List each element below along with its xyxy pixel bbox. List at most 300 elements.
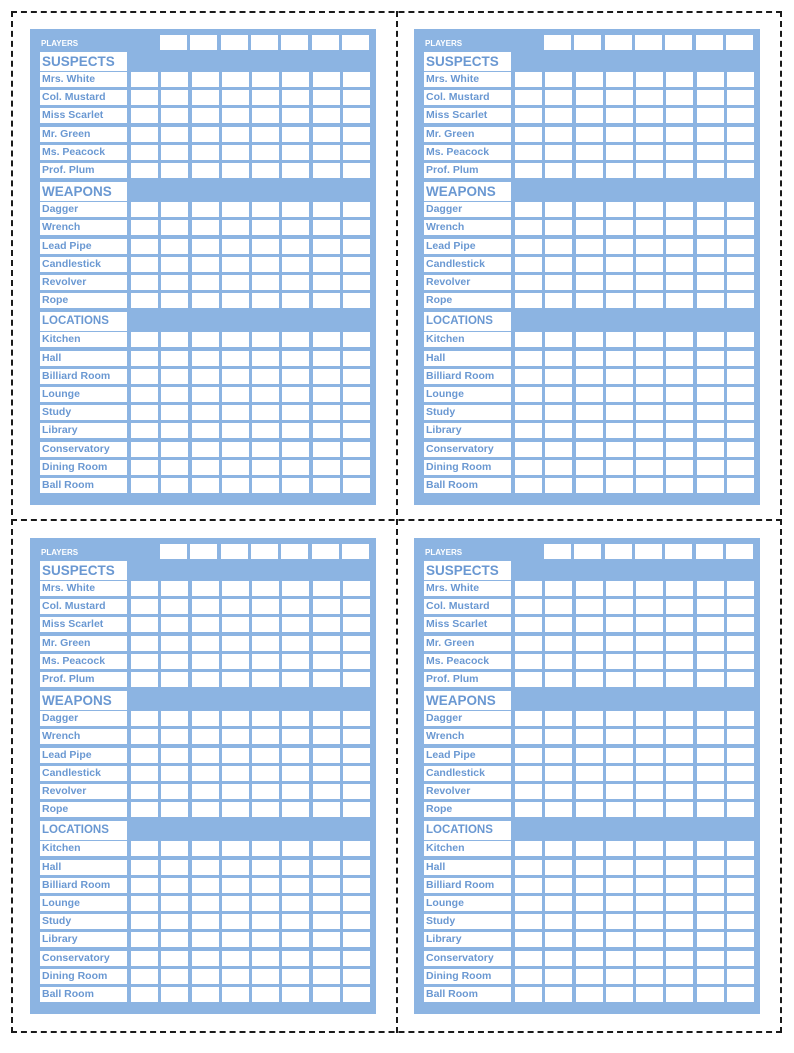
mark-cell[interactable] bbox=[252, 784, 279, 799]
mark-cell[interactable] bbox=[606, 802, 633, 817]
mark-cell[interactable] bbox=[252, 351, 279, 366]
mark-cell[interactable] bbox=[545, 711, 572, 726]
mark-cell[interactable] bbox=[222, 951, 249, 966]
mark-cell[interactable] bbox=[697, 766, 724, 781]
mark-cell[interactable] bbox=[515, 987, 542, 1002]
mark-cell[interactable] bbox=[222, 202, 249, 217]
mark-cell[interactable] bbox=[606, 220, 633, 235]
mark-cell[interactable] bbox=[636, 748, 663, 763]
mark-cell[interactable] bbox=[131, 766, 158, 781]
mark-cell[interactable] bbox=[545, 387, 572, 402]
mark-cell[interactable] bbox=[576, 163, 603, 178]
mark-cell[interactable] bbox=[252, 896, 279, 911]
mark-cell[interactable] bbox=[313, 766, 340, 781]
mark-cell[interactable] bbox=[313, 896, 340, 911]
mark-cell[interactable] bbox=[343, 478, 370, 493]
mark-cell[interactable] bbox=[131, 969, 158, 984]
mark-cell[interactable] bbox=[252, 387, 279, 402]
mark-cell[interactable] bbox=[161, 729, 188, 744]
mark-cell[interactable] bbox=[697, 672, 724, 687]
mark-cell[interactable] bbox=[313, 478, 340, 493]
mark-cell[interactable] bbox=[161, 987, 188, 1002]
mark-cell[interactable] bbox=[727, 748, 754, 763]
mark-cell[interactable] bbox=[515, 878, 542, 893]
mark-cell[interactable] bbox=[222, 896, 249, 911]
mark-cell[interactable] bbox=[576, 878, 603, 893]
mark-cell[interactable] bbox=[313, 275, 340, 290]
mark-cell[interactable] bbox=[545, 748, 572, 763]
mark-cell[interactable] bbox=[343, 127, 370, 142]
mark-cell[interactable] bbox=[576, 460, 603, 475]
mark-cell[interactable] bbox=[606, 423, 633, 438]
mark-cell[interactable] bbox=[666, 239, 693, 254]
mark-cell[interactable] bbox=[666, 636, 693, 651]
mark-cell[interactable] bbox=[697, 293, 724, 308]
mark-cell[interactable] bbox=[313, 127, 340, 142]
mark-cell[interactable] bbox=[252, 108, 279, 123]
mark-cell[interactable] bbox=[727, 387, 754, 402]
mark-cell[interactable] bbox=[697, 351, 724, 366]
mark-cell[interactable] bbox=[606, 860, 633, 875]
mark-cell[interactable] bbox=[727, 145, 754, 160]
mark-cell[interactable] bbox=[343, 163, 370, 178]
mark-cell[interactable] bbox=[343, 332, 370, 347]
mark-cell[interactable] bbox=[131, 423, 158, 438]
player-name-cell[interactable] bbox=[574, 35, 601, 50]
mark-cell[interactable] bbox=[222, 932, 249, 947]
mark-cell[interactable] bbox=[636, 108, 663, 123]
mark-cell[interactable] bbox=[252, 72, 279, 87]
mark-cell[interactable] bbox=[161, 748, 188, 763]
mark-cell[interactable] bbox=[343, 351, 370, 366]
mark-cell[interactable] bbox=[727, 672, 754, 687]
mark-cell[interactable] bbox=[192, 127, 219, 142]
mark-cell[interactable] bbox=[313, 748, 340, 763]
mark-cell[interactable] bbox=[545, 405, 572, 420]
mark-cell[interactable] bbox=[666, 257, 693, 272]
mark-cell[interactable] bbox=[697, 802, 724, 817]
mark-cell[interactable] bbox=[697, 275, 724, 290]
mark-cell[interactable] bbox=[666, 766, 693, 781]
mark-cell[interactable] bbox=[515, 951, 542, 966]
mark-cell[interactable] bbox=[222, 423, 249, 438]
player-name-cell[interactable] bbox=[312, 544, 339, 559]
mark-cell[interactable] bbox=[636, 332, 663, 347]
mark-cell[interactable] bbox=[343, 581, 370, 596]
mark-cell[interactable] bbox=[252, 460, 279, 475]
mark-cell[interactable] bbox=[252, 220, 279, 235]
mark-cell[interactable] bbox=[282, 617, 309, 632]
mark-cell[interactable] bbox=[636, 387, 663, 402]
mark-cell[interactable] bbox=[606, 932, 633, 947]
mark-cell[interactable] bbox=[576, 257, 603, 272]
mark-cell[interactable] bbox=[131, 860, 158, 875]
mark-cell[interactable] bbox=[576, 711, 603, 726]
mark-cell[interactable] bbox=[282, 636, 309, 651]
mark-cell[interactable] bbox=[313, 460, 340, 475]
mark-cell[interactable] bbox=[666, 387, 693, 402]
mark-cell[interactable] bbox=[545, 423, 572, 438]
player-name-cell[interactable] bbox=[281, 544, 308, 559]
mark-cell[interactable] bbox=[222, 969, 249, 984]
mark-cell[interactable] bbox=[545, 442, 572, 457]
mark-cell[interactable] bbox=[545, 896, 572, 911]
mark-cell[interactable] bbox=[515, 617, 542, 632]
mark-cell[interactable] bbox=[313, 932, 340, 947]
mark-cell[interactable] bbox=[515, 332, 542, 347]
mark-cell[interactable] bbox=[727, 599, 754, 614]
mark-cell[interactable] bbox=[666, 860, 693, 875]
mark-cell[interactable] bbox=[222, 711, 249, 726]
mark-cell[interactable] bbox=[192, 351, 219, 366]
mark-cell[interactable] bbox=[697, 460, 724, 475]
player-name-cell[interactable] bbox=[726, 35, 753, 50]
mark-cell[interactable] bbox=[727, 108, 754, 123]
mark-cell[interactable] bbox=[222, 654, 249, 669]
mark-cell[interactable] bbox=[515, 729, 542, 744]
mark-cell[interactable] bbox=[636, 369, 663, 384]
mark-cell[interactable] bbox=[343, 202, 370, 217]
mark-cell[interactable] bbox=[252, 423, 279, 438]
mark-cell[interactable] bbox=[192, 423, 219, 438]
mark-cell[interactable] bbox=[697, 932, 724, 947]
mark-cell[interactable] bbox=[161, 239, 188, 254]
mark-cell[interactable] bbox=[343, 672, 370, 687]
mark-cell[interactable] bbox=[515, 257, 542, 272]
mark-cell[interactable] bbox=[282, 951, 309, 966]
mark-cell[interactable] bbox=[515, 220, 542, 235]
mark-cell[interactable] bbox=[697, 387, 724, 402]
mark-cell[interactable] bbox=[222, 351, 249, 366]
mark-cell[interactable] bbox=[576, 369, 603, 384]
mark-cell[interactable] bbox=[727, 239, 754, 254]
mark-cell[interactable] bbox=[161, 460, 188, 475]
mark-cell[interactable] bbox=[697, 711, 724, 726]
mark-cell[interactable] bbox=[222, 275, 249, 290]
mark-cell[interactable] bbox=[697, 72, 724, 87]
player-name-cell[interactable] bbox=[160, 544, 187, 559]
mark-cell[interactable] bbox=[343, 784, 370, 799]
mark-cell[interactable] bbox=[313, 914, 340, 929]
mark-cell[interactable] bbox=[313, 802, 340, 817]
mark-cell[interactable] bbox=[313, 860, 340, 875]
mark-cell[interactable] bbox=[192, 951, 219, 966]
mark-cell[interactable] bbox=[606, 332, 633, 347]
mark-cell[interactable] bbox=[727, 654, 754, 669]
mark-cell[interactable] bbox=[282, 969, 309, 984]
mark-cell[interactable] bbox=[545, 860, 572, 875]
player-name-cell[interactable] bbox=[726, 544, 753, 559]
mark-cell[interactable] bbox=[252, 202, 279, 217]
mark-cell[interactable] bbox=[515, 275, 542, 290]
mark-cell[interactable] bbox=[252, 636, 279, 651]
mark-cell[interactable] bbox=[252, 90, 279, 105]
mark-cell[interactable] bbox=[131, 72, 158, 87]
mark-cell[interactable] bbox=[313, 90, 340, 105]
mark-cell[interactable] bbox=[282, 220, 309, 235]
mark-cell[interactable] bbox=[576, 932, 603, 947]
mark-cell[interactable] bbox=[606, 599, 633, 614]
mark-cell[interactable] bbox=[161, 878, 188, 893]
mark-cell[interactable] bbox=[576, 860, 603, 875]
mark-cell[interactable] bbox=[606, 969, 633, 984]
mark-cell[interactable] bbox=[192, 654, 219, 669]
mark-cell[interactable] bbox=[727, 636, 754, 651]
mark-cell[interactable] bbox=[666, 127, 693, 142]
mark-cell[interactable] bbox=[666, 405, 693, 420]
mark-cell[interactable] bbox=[727, 460, 754, 475]
mark-cell[interactable] bbox=[697, 748, 724, 763]
player-name-cell[interactable] bbox=[160, 35, 187, 50]
mark-cell[interactable] bbox=[515, 969, 542, 984]
mark-cell[interactable] bbox=[252, 405, 279, 420]
mark-cell[interactable] bbox=[606, 672, 633, 687]
mark-cell[interactable] bbox=[313, 257, 340, 272]
mark-cell[interactable] bbox=[666, 332, 693, 347]
mark-cell[interactable] bbox=[697, 90, 724, 105]
mark-cell[interactable] bbox=[192, 766, 219, 781]
mark-cell[interactable] bbox=[666, 841, 693, 856]
mark-cell[interactable] bbox=[636, 478, 663, 493]
mark-cell[interactable] bbox=[606, 914, 633, 929]
mark-cell[interactable] bbox=[545, 72, 572, 87]
mark-cell[interactable] bbox=[222, 293, 249, 308]
mark-cell[interactable] bbox=[222, 332, 249, 347]
mark-cell[interactable] bbox=[545, 932, 572, 947]
mark-cell[interactable] bbox=[666, 108, 693, 123]
mark-cell[interactable] bbox=[576, 275, 603, 290]
mark-cell[interactable] bbox=[606, 387, 633, 402]
mark-cell[interactable] bbox=[343, 860, 370, 875]
mark-cell[interactable] bbox=[636, 163, 663, 178]
mark-cell[interactable] bbox=[282, 405, 309, 420]
mark-cell[interactable] bbox=[545, 239, 572, 254]
mark-cell[interactable] bbox=[666, 617, 693, 632]
mark-cell[interactable] bbox=[161, 860, 188, 875]
mark-cell[interactable] bbox=[636, 599, 663, 614]
mark-cell[interactable] bbox=[313, 163, 340, 178]
mark-cell[interactable] bbox=[343, 369, 370, 384]
mark-cell[interactable] bbox=[727, 802, 754, 817]
mark-cell[interactable] bbox=[515, 163, 542, 178]
mark-cell[interactable] bbox=[697, 654, 724, 669]
mark-cell[interactable] bbox=[222, 599, 249, 614]
mark-cell[interactable] bbox=[161, 951, 188, 966]
mark-cell[interactable] bbox=[576, 987, 603, 1002]
mark-cell[interactable] bbox=[282, 987, 309, 1002]
mark-cell[interactable] bbox=[606, 239, 633, 254]
mark-cell[interactable] bbox=[252, 127, 279, 142]
mark-cell[interactable] bbox=[192, 860, 219, 875]
mark-cell[interactable] bbox=[697, 478, 724, 493]
mark-cell[interactable] bbox=[131, 932, 158, 947]
mark-cell[interactable] bbox=[222, 878, 249, 893]
mark-cell[interactable] bbox=[131, 145, 158, 160]
mark-cell[interactable] bbox=[282, 711, 309, 726]
mark-cell[interactable] bbox=[252, 748, 279, 763]
mark-cell[interactable] bbox=[697, 784, 724, 799]
mark-cell[interactable] bbox=[313, 636, 340, 651]
mark-cell[interactable] bbox=[192, 163, 219, 178]
mark-cell[interactable] bbox=[313, 72, 340, 87]
mark-cell[interactable] bbox=[282, 599, 309, 614]
mark-cell[interactable] bbox=[161, 802, 188, 817]
mark-cell[interactable] bbox=[343, 599, 370, 614]
mark-cell[interactable] bbox=[343, 766, 370, 781]
mark-cell[interactable] bbox=[252, 442, 279, 457]
mark-cell[interactable] bbox=[727, 257, 754, 272]
mark-cell[interactable] bbox=[515, 802, 542, 817]
mark-cell[interactable] bbox=[161, 478, 188, 493]
mark-cell[interactable] bbox=[131, 672, 158, 687]
mark-cell[interactable] bbox=[343, 275, 370, 290]
mark-cell[interactable] bbox=[161, 423, 188, 438]
mark-cell[interactable] bbox=[606, 460, 633, 475]
mark-cell[interactable] bbox=[222, 784, 249, 799]
mark-cell[interactable] bbox=[515, 599, 542, 614]
mark-cell[interactable] bbox=[313, 672, 340, 687]
mark-cell[interactable] bbox=[313, 108, 340, 123]
mark-cell[interactable] bbox=[576, 599, 603, 614]
mark-cell[interactable] bbox=[606, 636, 633, 651]
mark-cell[interactable] bbox=[666, 711, 693, 726]
mark-cell[interactable] bbox=[697, 878, 724, 893]
mark-cell[interactable] bbox=[515, 766, 542, 781]
mark-cell[interactable] bbox=[636, 351, 663, 366]
mark-cell[interactable] bbox=[576, 654, 603, 669]
mark-cell[interactable] bbox=[727, 951, 754, 966]
mark-cell[interactable] bbox=[192, 878, 219, 893]
mark-cell[interactable] bbox=[161, 784, 188, 799]
mark-cell[interactable] bbox=[666, 145, 693, 160]
mark-cell[interactable] bbox=[515, 239, 542, 254]
mark-cell[interactable] bbox=[222, 841, 249, 856]
mark-cell[interactable] bbox=[343, 711, 370, 726]
mark-cell[interactable] bbox=[252, 654, 279, 669]
mark-cell[interactable] bbox=[343, 442, 370, 457]
mark-cell[interactable] bbox=[666, 163, 693, 178]
mark-cell[interactable] bbox=[697, 369, 724, 384]
mark-cell[interactable] bbox=[636, 729, 663, 744]
mark-cell[interactable] bbox=[545, 766, 572, 781]
mark-cell[interactable] bbox=[313, 617, 340, 632]
mark-cell[interactable] bbox=[576, 802, 603, 817]
mark-cell[interactable] bbox=[666, 423, 693, 438]
mark-cell[interactable] bbox=[636, 127, 663, 142]
mark-cell[interactable] bbox=[131, 654, 158, 669]
mark-cell[interactable] bbox=[161, 145, 188, 160]
mark-cell[interactable] bbox=[606, 202, 633, 217]
mark-cell[interactable] bbox=[192, 914, 219, 929]
mark-cell[interactable] bbox=[161, 351, 188, 366]
mark-cell[interactable] bbox=[343, 405, 370, 420]
mark-cell[interactable] bbox=[697, 423, 724, 438]
mark-cell[interactable] bbox=[636, 878, 663, 893]
mark-cell[interactable] bbox=[252, 841, 279, 856]
mark-cell[interactable] bbox=[576, 617, 603, 632]
mark-cell[interactable] bbox=[606, 90, 633, 105]
mark-cell[interactable] bbox=[313, 220, 340, 235]
mark-cell[interactable] bbox=[606, 841, 633, 856]
mark-cell[interactable] bbox=[222, 145, 249, 160]
mark-cell[interactable] bbox=[576, 841, 603, 856]
mark-cell[interactable] bbox=[282, 387, 309, 402]
mark-cell[interactable] bbox=[282, 351, 309, 366]
mark-cell[interactable] bbox=[131, 784, 158, 799]
mark-cell[interactable] bbox=[131, 108, 158, 123]
mark-cell[interactable] bbox=[222, 108, 249, 123]
mark-cell[interactable] bbox=[636, 405, 663, 420]
mark-cell[interactable] bbox=[606, 127, 633, 142]
mark-cell[interactable] bbox=[727, 405, 754, 420]
mark-cell[interactable] bbox=[131, 257, 158, 272]
mark-cell[interactable] bbox=[545, 914, 572, 929]
mark-cell[interactable] bbox=[666, 599, 693, 614]
mark-cell[interactable] bbox=[697, 405, 724, 420]
mark-cell[interactable] bbox=[343, 729, 370, 744]
mark-cell[interactable] bbox=[606, 145, 633, 160]
mark-cell[interactable] bbox=[282, 654, 309, 669]
mark-cell[interactable] bbox=[636, 784, 663, 799]
mark-cell[interactable] bbox=[636, 145, 663, 160]
mark-cell[interactable] bbox=[252, 369, 279, 384]
mark-cell[interactable] bbox=[636, 841, 663, 856]
mark-cell[interactable] bbox=[606, 275, 633, 290]
mark-cell[interactable] bbox=[606, 766, 633, 781]
mark-cell[interactable] bbox=[131, 987, 158, 1002]
mark-cell[interactable] bbox=[343, 257, 370, 272]
mark-cell[interactable] bbox=[161, 257, 188, 272]
mark-cell[interactable] bbox=[545, 220, 572, 235]
mark-cell[interactable] bbox=[545, 841, 572, 856]
mark-cell[interactable] bbox=[161, 672, 188, 687]
mark-cell[interactable] bbox=[636, 220, 663, 235]
mark-cell[interactable] bbox=[313, 711, 340, 726]
mark-cell[interactable] bbox=[192, 617, 219, 632]
mark-cell[interactable] bbox=[192, 108, 219, 123]
mark-cell[interactable] bbox=[131, 351, 158, 366]
player-name-cell[interactable] bbox=[190, 544, 217, 559]
mark-cell[interactable] bbox=[192, 636, 219, 651]
mark-cell[interactable] bbox=[161, 127, 188, 142]
player-name-cell[interactable] bbox=[251, 544, 278, 559]
mark-cell[interactable] bbox=[313, 987, 340, 1002]
mark-cell[interactable] bbox=[545, 581, 572, 596]
mark-cell[interactable] bbox=[222, 257, 249, 272]
mark-cell[interactable] bbox=[727, 784, 754, 799]
mark-cell[interactable] bbox=[282, 748, 309, 763]
mark-cell[interactable] bbox=[636, 239, 663, 254]
mark-cell[interactable] bbox=[545, 163, 572, 178]
mark-cell[interactable] bbox=[192, 90, 219, 105]
mark-cell[interactable] bbox=[606, 257, 633, 272]
mark-cell[interactable] bbox=[515, 90, 542, 105]
mark-cell[interactable] bbox=[515, 460, 542, 475]
player-name-cell[interactable] bbox=[665, 35, 692, 50]
mark-cell[interactable] bbox=[252, 617, 279, 632]
mark-cell[interactable] bbox=[313, 969, 340, 984]
mark-cell[interactable] bbox=[282, 108, 309, 123]
mark-cell[interactable] bbox=[313, 239, 340, 254]
mark-cell[interactable] bbox=[515, 914, 542, 929]
mark-cell[interactable] bbox=[576, 442, 603, 457]
mark-cell[interactable] bbox=[343, 951, 370, 966]
mark-cell[interactable] bbox=[576, 636, 603, 651]
player-name-cell[interactable] bbox=[251, 35, 278, 50]
mark-cell[interactable] bbox=[606, 442, 633, 457]
mark-cell[interactable] bbox=[222, 581, 249, 596]
mark-cell[interactable] bbox=[131, 127, 158, 142]
